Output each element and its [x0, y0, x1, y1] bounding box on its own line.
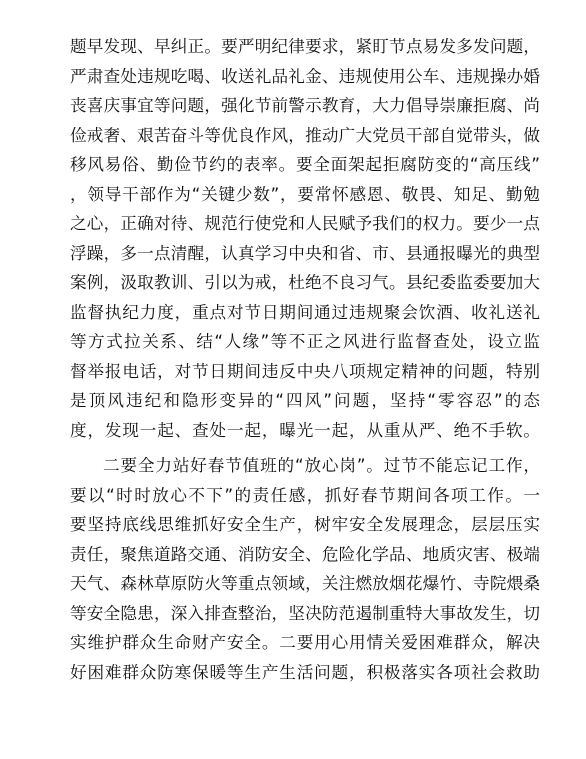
text-line: 二要全力站好春节值班的“放心岗”。过节不能忘记工作， — [103, 456, 540, 475]
text-line: 等方式拉关系、结“人缘”等不正之风进行监督查处，设立监 — [70, 332, 540, 351]
text-line: 监督执纪力度，重点对节日期间通过违规聚会饮酒、收礼送礼 — [70, 302, 540, 322]
text-line: 督举报电话，对节日期间违反中央八项规定精神的问题，特别 — [70, 361, 540, 381]
text-line: 度，发现一起、查处一起，曝光一起，从重从严、绝不手软。 — [70, 420, 540, 440]
text-line: 好困难群众防寒保暖等生产生活问题，积极落实各项社会救助 — [70, 662, 540, 682]
text-line: 等安全隐患，深入排查整治，坚决防范遏制重特大事故发生，切 — [70, 603, 540, 623]
text-line: 要以“时时放心不下”的责任感，抓好春节期间各项工作。一 — [70, 485, 540, 505]
text-line: 丧喜庆事宜等问题，强化节前警示教育，大力倡导崇廉拒腐、尚 — [70, 96, 540, 115]
document-body — [70, 32, 540, 687]
text-line: 俭戒奢、艰苦奋斗等优良作风，推动广大党员干部自觉带头，做 — [70, 125, 540, 145]
text-line: 要坚持底线思维抓好安全生产，树牢安全发展理念，层层压实 — [70, 515, 540, 534]
text-line: 之心，正确对待、规范行使党和人民赋予我们的权力。要少一点 — [70, 214, 540, 233]
text-line: 严肃查处违规吃喝、收送礼品礼金、违规使用公车、违规操办婚 — [70, 66, 540, 86]
paragraph-2 — [70, 451, 540, 687]
text-line: 案例，汲取教训、引以为戒，杜绝不良习气。县纪委监委要加大 — [70, 273, 540, 292]
text-line: ，领导干部作为“关键少数”，要常怀感恩、敬畏、知足、勤勉 — [70, 184, 540, 204]
text-line: 浮躁，多一点清醒，认真学习中央和省、市、县通报曝光的典型 — [70, 243, 540, 263]
text-line: 天气、森林草原防火等重点领域，关注燃放烟花爆竹、寺院煨桑 — [70, 574, 540, 593]
paragraph-1 — [70, 32, 540, 445]
text-line: 是顶风违纪和隐形变异的“四风”问题，坚持“零容忍”的态 — [70, 391, 540, 410]
text-line: 题早发现、早纠正。要严明纪律要求，紧盯节点易发多发问题， — [70, 37, 540, 56]
text-line: 移风易俗、勤俭节约的表率。要全面架起拒腐防变的“高压线” — [70, 155, 540, 174]
text-line: 实维护群众生命财产安全。二要用心用情关爱困难群众，解决 — [70, 633, 540, 652]
text-line: 责任，聚焦道路交通、消防安全、危险化学品、地质灾害、极端 — [70, 544, 540, 564]
